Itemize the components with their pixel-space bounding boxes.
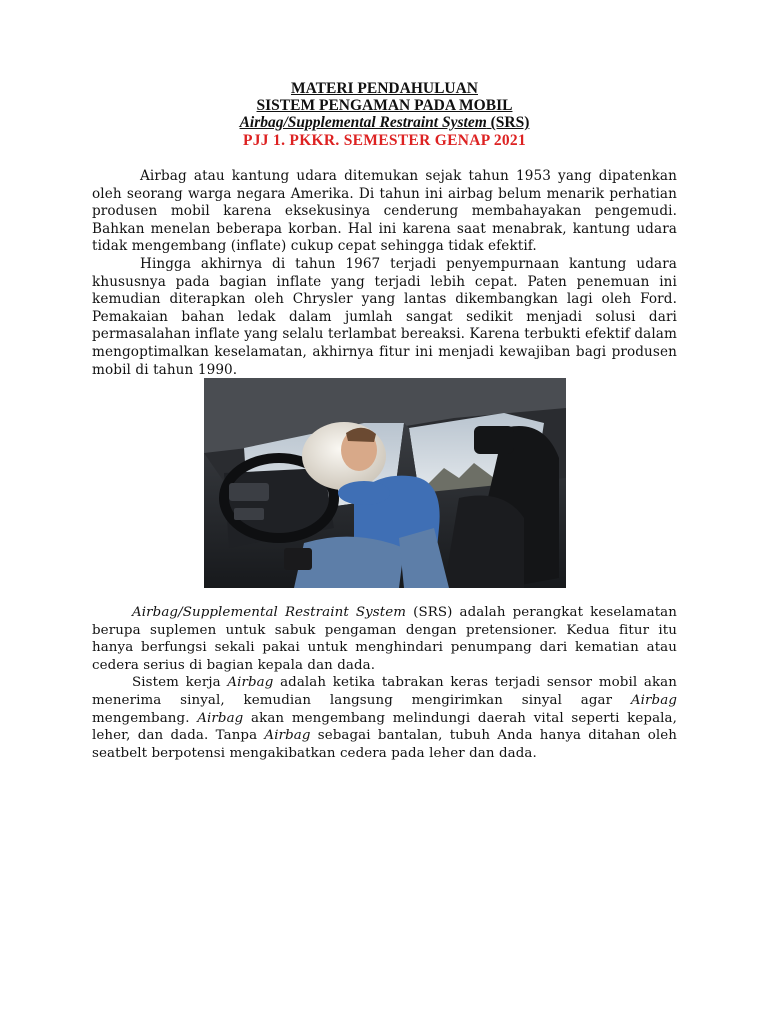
p4-b: adalah ketika tabrakan keras terjadi sensor mobil akan menerima sinyal, kemudian langsung mengirimkan sinyal agar — [92, 675, 677, 708]
p4-e: sebagai bantalan, tubuh Anda hanya ditahan oleh seatbelt berpotensi mengakibatkan cedera pada leher dan dada. — [92, 728, 677, 761]
document-page — [92, 76, 677, 761]
title-line-1: MATERI PENDAHULUAN — [290, 80, 478, 97]
paragraph-2: Hingga akhirnya di tahun 1967 terjadi penyempurnaan kantung udara khususnya pada bagian inflate yang terjadi lebih cepat. Paten penemuan ini kemudian diterapkan oleh Chrysler yang lantas dikembangkan lagi oleh Ford. Pemakaian bahan ledak dalam jumlah sangat sedikit menjadi solusi dari permasalahan inflate yang selalu terlambat bereaksi. Karena terbukti efektif dalam mengoptimalkan keselamatan, akhirnya fitur ini menjadi kewajiban bagi produsen mobil di tahun 1990. — [92, 255, 677, 378]
paragraph-3-italic: Airbag/Supplemental Restraint System — [132, 605, 407, 620]
title-line-3 — [92, 114, 677, 131]
paragraph-1: Airbag atau kantung udara ditemukan sejak tahun 1953 yang dipatenkan oleh seorang warga negara Amerika. Di tahun ini airbag belum menarik perhatian produsen mobil karena eksekusinya cenderung membahayakan pengemudi. Bahkan menelan beberapa korban. Hal ini karena saat menabrak, kantung udara tidak mengembang (inflate) cukup cepat sehingga tidak efektif. — [92, 168, 677, 255]
p4-italic-3: Airbag — [197, 710, 244, 726]
p4-italic-1: Airbag — [227, 675, 274, 691]
airbag-photo — [204, 378, 566, 588]
subtitle: PJJ 1. PKKR. SEMESTER GENAP 2021 — [242, 132, 527, 149]
p4-c: mengembang. — [92, 710, 198, 726]
p4-d: akan mengembang melindungi daerah vital seperti kepala, leher, dan dada. Tanpa — [92, 710, 677, 744]
p4-italic-4: Airbag — [264, 728, 311, 744]
title-line-3-italic: Airbag/Supplemental Restraint System — [239, 114, 487, 131]
p4-a: Sistem kerja — [132, 675, 228, 691]
paragraph-3-rest: (SRS) adalah perangkat keselamatan berupa suplemen untuk sabuk pengaman dengan pretensioner. Kedua fitur itu hanya berfungsi sekali pakai untuk menghindari penumpang dari kematian atau cedera serius di bagian kepala dan dada. — [92, 605, 677, 673]
p4-italic-2: Airbag — [630, 692, 677, 708]
paragraph-4 — [92, 674, 677, 762]
section-2 — [92, 604, 677, 762]
title-line-3-rest: (SRS) — [486, 114, 530, 131]
paragraph-3 — [92, 604, 677, 674]
title-line-2: SISTEM PENGAMAN PADA MOBIL — [256, 97, 513, 114]
